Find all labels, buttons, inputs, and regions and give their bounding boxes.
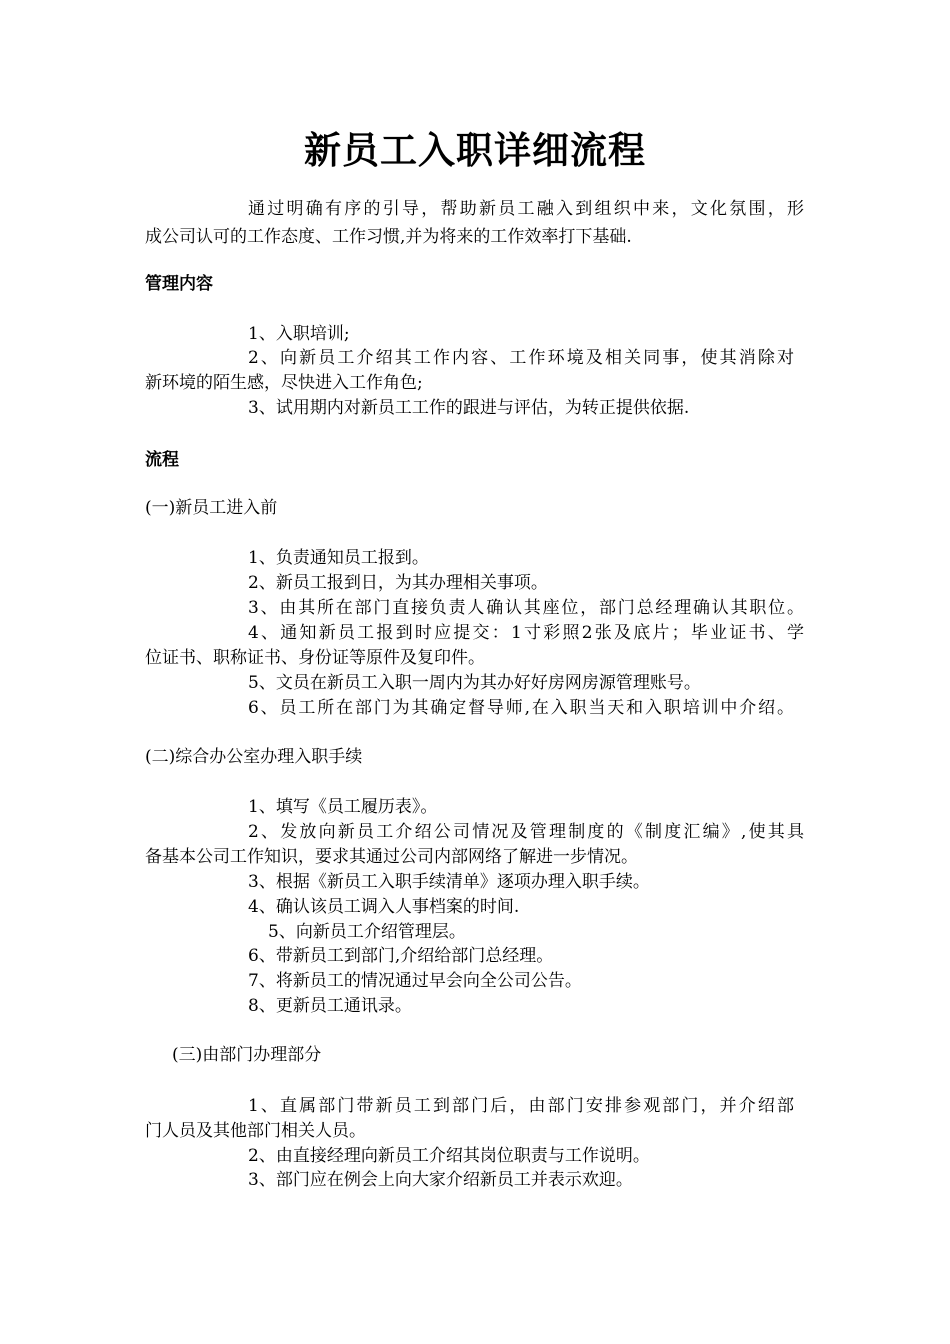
section1-item-3: 3、由其所在部门直接负责人确认其座位，部门总经理确认其职位。 bbox=[248, 598, 804, 618]
section-heading-management: 管理内容 bbox=[145, 274, 213, 294]
section2-item-8: 8、更新员工通讯录。 bbox=[248, 996, 412, 1016]
section3-item-1-cont: 门人员及其他部门相关人员。 bbox=[145, 1121, 366, 1141]
section2-item-1: 1、填写《员工履历表》。 bbox=[248, 797, 438, 817]
section2-heading: (二)综合办公室办理入职手续 bbox=[145, 747, 363, 767]
section2-item-7: 7、将新员工的情况通过早会向全公司公告。 bbox=[248, 971, 582, 991]
intro-line-2: 成公司认可的工作态度、工作习惯,并为将来的工作效率打下基础. bbox=[145, 227, 632, 247]
management-item-3: 3、试用期内对新员工工作的跟进与评估，为转正提供依据. bbox=[248, 398, 690, 418]
section-heading-process: 流程 bbox=[145, 450, 179, 470]
section2-item-6: 6、带新员工到部门,介绍给部门总经理。 bbox=[248, 946, 554, 966]
section3-item-3: 3、部门应在例会上向大家介绍新员工并表示欢迎。 bbox=[248, 1170, 633, 1190]
section1-item-6: 6、员工所在部门为其确定督导师,在入职当天和入职培训中介绍。 bbox=[248, 698, 794, 718]
management-item-1: 1、入职培训; bbox=[248, 324, 350, 344]
section2-item-5: 5、向新员工介绍管理层。 bbox=[268, 922, 466, 942]
section1-item-4-cont: 位证书、职称证书、身份证等原件及复印件。 bbox=[145, 648, 485, 668]
section3-item-1: 1、直属部门带新员工到部门后，由部门安排参观部门，并介绍部 bbox=[248, 1096, 794, 1116]
section2-item-3: 3、根据《新员工入职手续清单》逐项办理入职手续。 bbox=[248, 872, 650, 892]
section2-item-2: 2、发放向新员工介绍公司情况及管理制度的《制度汇编》,使其具 bbox=[248, 822, 804, 842]
section1-heading: (一)新员工进入前 bbox=[145, 498, 278, 518]
section3-item-2: 2、由直接经理向新员工介绍其岗位职责与工作说明。 bbox=[248, 1146, 650, 1166]
section1-item-5: 5、文员在新员工入职一周内为其办好好房网房源管理账号。 bbox=[248, 673, 701, 693]
intro-line-1: 通过明确有序的引导，帮助新员工融入到组织中来，文化氛围，形 bbox=[248, 199, 804, 219]
section1-item-4: 4、通知新员工报到时应提交：1寸彩照2张及底片；毕业证书、学 bbox=[248, 623, 804, 643]
section1-item-1: 1、负责通知员工报到。 bbox=[248, 548, 429, 568]
section2-item-2-cont: 备基本公司工作知识，要求其通过公司内部网络了解进一步情况。 bbox=[145, 847, 638, 867]
document-title: 新员工入职详细流程 bbox=[304, 129, 646, 172]
section1-item-2: 2、新员工报到日，为其办理相关事项。 bbox=[248, 573, 548, 593]
management-item-2: 2、向新员工介绍其工作内容、工作环境及相关同事，使其消除对 bbox=[248, 348, 794, 368]
section2-item-4: 4、确认该员工调入人事档案的时间. bbox=[248, 897, 520, 917]
section3-heading: (三)由部门办理部分 bbox=[172, 1045, 322, 1065]
management-item-2-cont: 新环境的陌生感，尽快进入工作角色; bbox=[145, 373, 423, 393]
